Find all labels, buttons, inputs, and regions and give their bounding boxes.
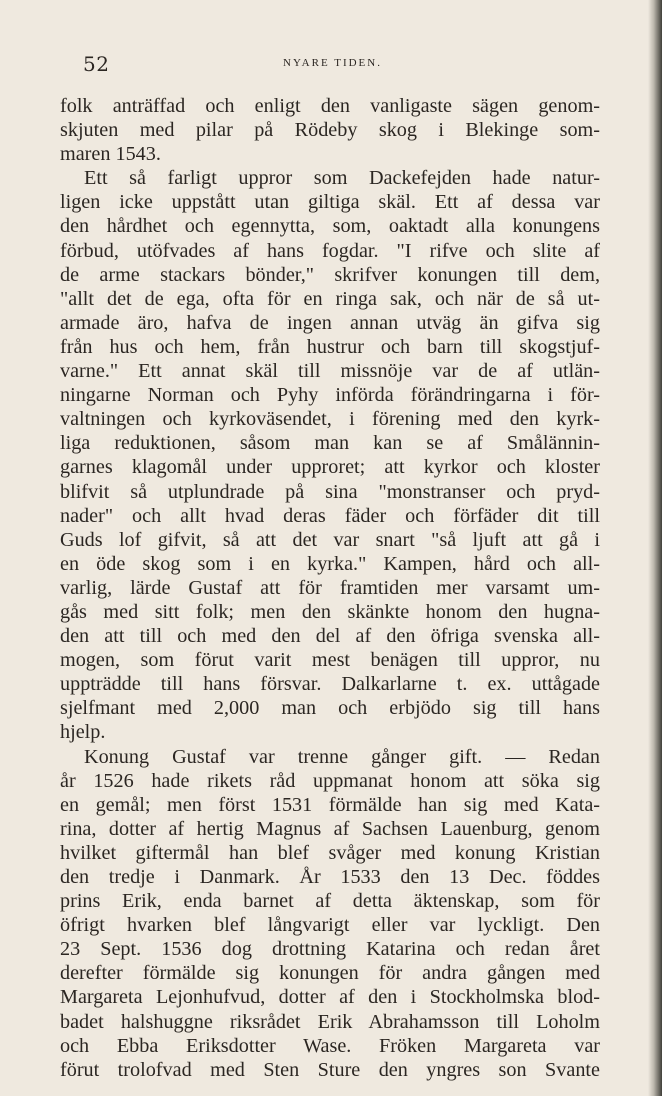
text-line: badet halshuggne riksrådet Erik Abrahamsson till Loholm: [60, 1010, 600, 1033]
text-line: den hårdhet och egennytta, som, oaktadt alla konungens: [60, 215, 600, 238]
text-line: 23 Sept. 1536 dog drottning Katarina och redan året: [60, 938, 600, 961]
text-line: den tredje i Danmark. År 1533 den 13 Dec. föddes: [60, 866, 600, 888]
text-line: nader" och allt hvad deras fäder och förfäder dit till: [60, 504, 600, 527]
text-line: Ett så farligt uppror som Dackefejden hade natur-: [84, 167, 600, 190]
text-line: prins Erik, enda barnet af detta äktenskap, som för: [60, 890, 600, 913]
text-line: förut trolofvad med Sten Sture den yngres son Svante: [60, 1058, 600, 1081]
text-line: en öde skog som i en kyrka." Kampen, hård och all-: [60, 552, 600, 575]
text-line: hvilket giftermål han blef svåger med konung Kristian: [60, 841, 600, 864]
text-line: liga reduktionen, såsom man kan se af Smålännin-: [60, 432, 600, 455]
text-line: varlig, lärde Gustaf att för framtiden mer varsamt um-: [60, 576, 600, 599]
text-line: från hus och hem, från hustrur och barn till skogstjuf-: [60, 335, 600, 358]
text-line: Konung Gustaf var trenne gånger gift. — Redan: [84, 745, 600, 768]
body-text: [60, 94, 600, 1082]
text-line: valtningen och kyrkoväsendet, i förening med den kyrk-: [60, 408, 600, 431]
text-line: blifvit så utplundrade på sina "monstranser och pryd-: [60, 480, 600, 503]
text-line: den att till och med den del af den öfriga svenska all-: [60, 625, 600, 648]
text-line: gås med sitt folk; men den skänkte honom den hugna-: [60, 600, 600, 623]
text-line: hjelp.: [60, 721, 106, 744]
text-line: skjuten med pilar på Rödeby skog i Blekinge som-: [60, 119, 600, 142]
text-line: "allt det de ega, ofta för en ringa sak, och när de så ut-: [60, 287, 600, 310]
text-line: armade äro, hafva de ingen annan utväg än gifva sig: [60, 311, 600, 334]
text-line: de arme stackars bönder," skrifver konungen till dem,: [60, 263, 600, 286]
text-line: en gemål; men först 1531 förmälde han sig med Kata-: [60, 793, 600, 816]
text-line: ningarne Norman och Pyhy införda förändringarna i för-: [60, 384, 600, 407]
text-line: Margareta Lejonhufvud, dotter af den i Stockholmska blod-: [60, 986, 600, 1009]
text-line: Guds lof gifvit, så att det var snart "så ljuft att gå i: [60, 528, 600, 551]
text-line: mogen, som förut varit mest benägen till uppror, nu: [60, 649, 600, 672]
text-line: öfrigt hvarken blef långvarigt eller var lyckligt. Den: [60, 914, 600, 937]
page-header: [60, 52, 605, 78]
text-line: ligen icke uppstått utan giltiga skäl. Ett af dessa var: [60, 191, 600, 214]
running-title: NYARE TIDEN.: [283, 57, 382, 69]
text-line: sjelfmant med 2,000 man och erbjödo sig till hans: [60, 697, 600, 720]
text-line: förbud, utöfvades af hans fogdar. "I rifve och slite af: [60, 239, 600, 262]
text-line: rina, dotter af hertig Magnus af Sachsen Lauenburg, genom: [60, 817, 600, 840]
text-line: år 1526 hade rikets råd uppmanat honom att söka sig: [60, 769, 600, 792]
text-line: folk anträffad och enligt den vanligaste sägen genom-: [60, 95, 600, 117]
text-line: maren 1543.: [60, 143, 161, 166]
text-line: uppträdde till hans försvar. Dalkarlarne t. ex. uttågade: [60, 673, 600, 696]
text-line: och Ebba Eriksdotter Wase. Fröken Margareta var: [60, 1034, 600, 1057]
text-line: garnes klagomål under upproret; att kyrkor och kloster: [60, 456, 600, 479]
text-line: derefter förmälde sig konungen för andra gången med: [60, 962, 600, 985]
page-edge-shadow: [648, 0, 662, 1096]
page-number: 52: [83, 52, 110, 76]
text-line: varne." Ett annat skäl till missnöje var de af utlän-: [60, 360, 600, 383]
